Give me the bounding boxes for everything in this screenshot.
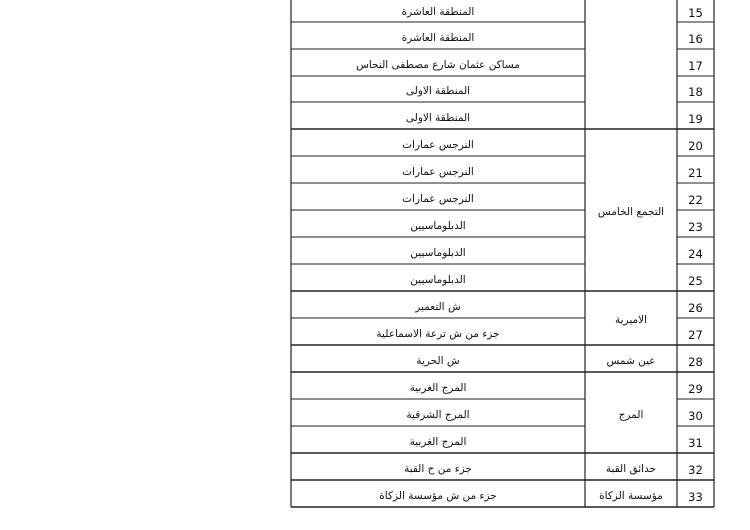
location-cell: الدبلوماسيين <box>410 219 466 232</box>
row-number: 18 <box>688 85 703 99</box>
location-cell: جزء من ش مؤسسة الزكاة <box>379 489 497 502</box>
row-number: 17 <box>688 58 703 73</box>
row-number: 29 <box>688 381 703 396</box>
row-number: 33 <box>688 489 703 504</box>
row-number: 22 <box>688 192 703 207</box>
district-cell: الاميرية <box>614 314 648 326</box>
row-number: 30 <box>688 408 703 423</box>
row-number: 15 <box>688 5 703 20</box>
row-number: 32 <box>688 462 703 477</box>
row-number: 16 <box>688 31 703 46</box>
row-number: 25 <box>688 273 703 288</box>
row-number: 20 <box>688 138 703 153</box>
location-cell: الدبلوماسيين <box>410 246 466 259</box>
location-cell: النرجس عمارات <box>402 138 474 151</box>
row-number: 26 <box>688 300 703 315</box>
district-cell: التجمع الخامس <box>597 206 665 218</box>
row-number: 27 <box>688 327 703 342</box>
location-cell: المنطقة العاشرة <box>401 5 475 18</box>
location-cell: المنطقة الاولى <box>405 85 471 97</box>
district-cell: عين شمس <box>606 354 656 367</box>
row-number: 31 <box>688 435 703 450</box>
row-number: 19 <box>688 111 703 126</box>
location-cell: مساكن عثمان شارع مصطفى النحاس <box>356 58 520 71</box>
location-cell: جزء من ح القبة <box>404 462 472 475</box>
location-cell: المرج الغربية <box>409 435 467 448</box>
location-cell: المنطقة العاشرة <box>401 31 475 44</box>
location-cell: النرجس عمارات <box>402 192 474 205</box>
location-cell: جزء من ش ترعة الاسماعلية <box>376 327 500 340</box>
location-cell: ش التعمير <box>415 300 461 313</box>
location-cell: ش الحرية <box>416 354 460 367</box>
row-number: 21 <box>688 165 703 180</box>
district-cell: حدائق القبة <box>605 462 657 475</box>
location-cell: النرجس عمارات <box>402 165 474 178</box>
district-cell: المرج <box>618 408 644 421</box>
location-cell: المرج الشرقية <box>406 408 470 421</box>
district-cell: مؤسسة الزكاة <box>599 489 663 502</box>
row-number: 23 <box>688 219 703 234</box>
row-number: 28 <box>688 354 703 369</box>
row-number: 24 <box>688 246 703 261</box>
location-cell: الدبلوماسيين <box>410 273 466 286</box>
location-cell: المنطقة الاولى <box>405 111 471 124</box>
location-cell: المرج الغربية <box>409 381 467 394</box>
